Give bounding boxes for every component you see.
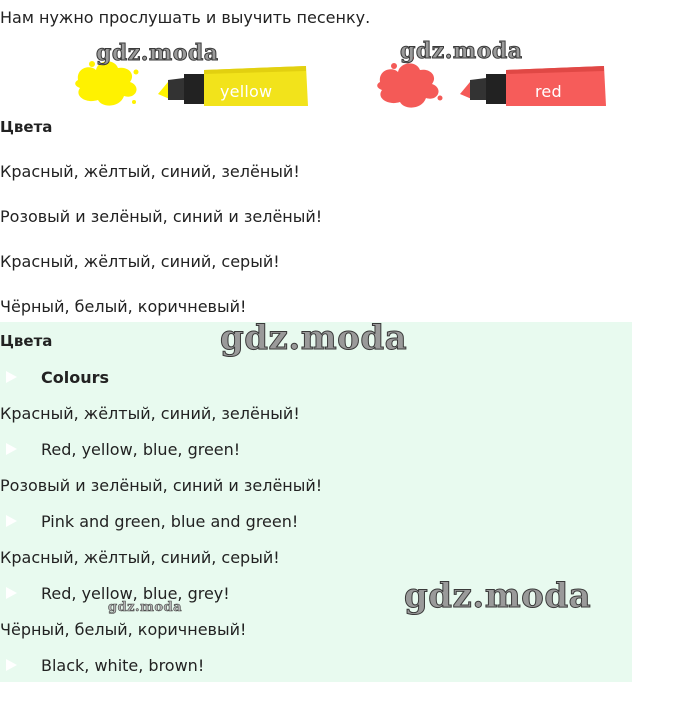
red-marker-image [372, 38, 612, 108]
watermark: gdz.moda [108, 600, 183, 615]
red-marker-label: red [535, 82, 562, 101]
watermark: gdz.moda [400, 38, 523, 64]
song-line: Розовый и зелёный, синий и зелёный! [0, 207, 323, 226]
translation-ru-line: Красный, жёлтый, синий, серый! [0, 548, 280, 567]
translation-en-line: Pink and green, blue and green! [41, 512, 299, 531]
translation-title-ru: Цвета [0, 332, 53, 350]
play-icon[interactable] [2, 656, 20, 674]
watermark: gdz.moda [404, 576, 592, 616]
play-icon[interactable] [2, 584, 20, 602]
translation-ru-line: Розовый и зелёный, синий и зелёный! [0, 476, 323, 495]
watermark: gdz.moda [96, 40, 219, 66]
song-line: Красный, жёлтый, синий, серый! [0, 252, 280, 271]
intro-text: Нам нужно прослушать и выучить песенку. [0, 8, 371, 27]
song-line: Чёрный, белый, коричневый! [0, 297, 247, 316]
song-title: Цвета [0, 118, 53, 136]
translation-en-line: Red, yellow, blue, green! [41, 440, 241, 459]
translation-ru-line: Красный, жёлтый, синий, зелёный! [0, 404, 300, 423]
yellow-splash-icon [75, 61, 138, 106]
song-line: Красный, жёлтый, синий, зелёный! [0, 162, 300, 181]
play-icon[interactable] [2, 512, 20, 530]
yellow-marker-label: yellow [220, 82, 273, 101]
translation-en-line: Black, white, brown! [41, 656, 205, 675]
watermark: gdz.moda [220, 318, 408, 358]
translation-title-en: Colours [41, 368, 110, 387]
translation-ru-line: Чёрный, белый, коричневый! [0, 620, 247, 639]
play-icon[interactable] [2, 440, 20, 458]
play-icon[interactable] [2, 368, 20, 386]
translation-en-line: Red, yellow, blue, grey! [41, 584, 230, 603]
yellow-marker-image [72, 38, 312, 108]
